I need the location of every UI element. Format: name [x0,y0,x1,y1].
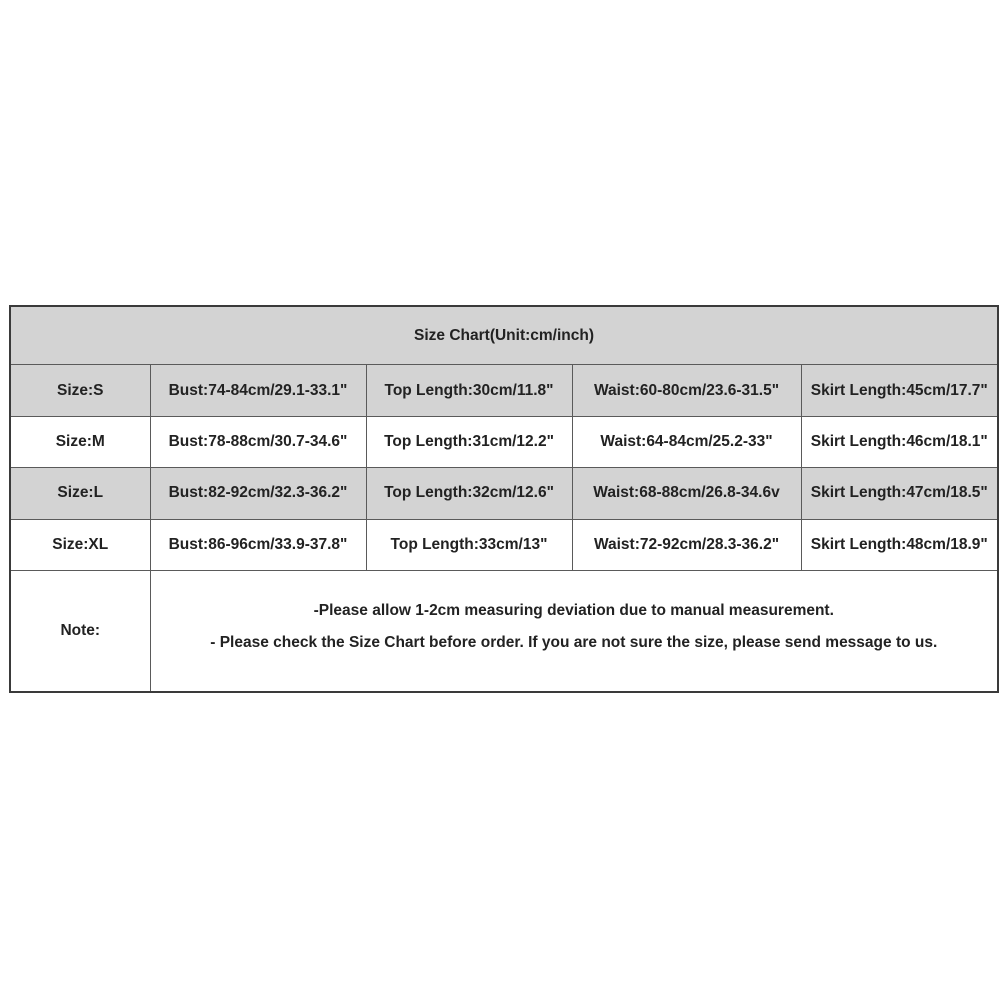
bust-cell: Bust:86-96cm/33.9-37.8" [150,519,366,570]
waist-cell: Waist:64-84cm/25.2-33" [572,416,801,467]
note-content [150,571,998,692]
table-row [10,416,998,467]
waist-cell: Waist:68-88cm/26.8-34.6v [572,468,801,519]
note-row [10,571,998,692]
table-title: Size Chart(Unit:cm/inch) [10,306,998,365]
size-cell: Size:L [10,468,150,519]
table-row [10,468,998,519]
note-line: - Please check the Size Chart before order. If you are not sure the size, please send message to us. [210,634,938,651]
size-cell: Size:S [10,365,150,416]
skirt-length-cell: Skirt Length:45cm/17.7" [801,365,998,416]
bust-cell: Bust:74-84cm/29.1-33.1" [150,365,366,416]
bust-cell: Bust:82-92cm/32.3-36.2" [150,468,366,519]
size-chart-table [9,305,999,693]
skirt-length-cell: Skirt Length:46cm/18.1" [801,416,998,467]
skirt-length-cell: Skirt Length:47cm/18.5" [801,468,998,519]
waist-cell: Waist:72-92cm/28.3-36.2" [572,519,801,570]
table-row [10,519,998,570]
top-length-cell: Top Length:32cm/12.6" [366,468,572,519]
waist-cell: Waist:60-80cm/23.6-31.5" [572,365,801,416]
note-line: -Please allow 1-2cm measuring deviation due to manual measurement. [313,602,834,619]
size-cell: Size:M [10,416,150,467]
table-row [10,365,998,416]
skirt-length-cell: Skirt Length:48cm/18.9" [801,519,998,570]
top-length-cell: Top Length:31cm/12.2" [366,416,572,467]
bust-cell: Bust:78-88cm/30.7-34.6" [150,416,366,467]
top-length-cell: Top Length:33cm/13" [366,519,572,570]
top-length-cell: Top Length:30cm/11.8" [366,365,572,416]
note-label: Note: [10,571,150,692]
size-cell: Size:XL [10,519,150,570]
title-row [10,306,998,365]
